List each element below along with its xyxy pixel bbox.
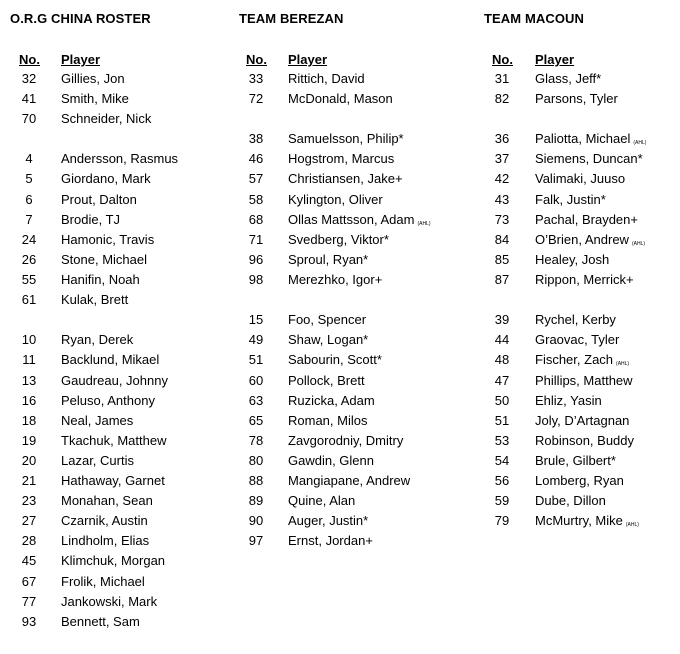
player-number: 67 — [21, 574, 37, 589]
player-number: 44 — [494, 332, 510, 347]
ahl-tag: (AHL) — [625, 522, 639, 528]
player-number: 61 — [21, 292, 37, 307]
ahl-tag: (AHL) — [417, 221, 431, 227]
player-name-cell — [288, 310, 366, 330]
player-name-cell — [535, 371, 633, 391]
player-name: Mangiapane, Andrew — [288, 473, 411, 488]
player-name-cell — [288, 350, 382, 370]
player-row — [0, 210, 230, 230]
player-row — [0, 592, 230, 612]
ahl-tag: (AHL) — [616, 361, 630, 367]
player-row — [228, 69, 468, 89]
player-row — [228, 411, 468, 431]
player-number: 63 — [248, 393, 264, 408]
player-number: 88 — [248, 473, 264, 488]
player-row — [474, 169, 680, 189]
player-number: 72 — [248, 91, 264, 106]
player-name: Stone, Michael — [61, 252, 147, 267]
player-row — [228, 129, 468, 149]
player-name-cell — [535, 190, 606, 210]
player-number: 11 — [22, 352, 36, 367]
player-number: 5 — [25, 171, 33, 186]
player-row — [474, 350, 680, 370]
player-row — [0, 330, 230, 350]
player-number: 51 — [494, 413, 510, 428]
player-name-cell — [288, 431, 403, 451]
player-row — [474, 310, 680, 330]
player-name-cell — [535, 149, 643, 169]
player-number: 59 — [494, 493, 510, 508]
player-name: Rippon, Merrick+ — [535, 272, 634, 287]
player-number: 60 — [248, 373, 264, 388]
player-row — [0, 169, 230, 189]
player-number: 45 — [21, 553, 37, 568]
player-name-cell — [288, 411, 367, 431]
player-number: 26 — [21, 252, 37, 267]
player-name: McMurtry, Mike — [535, 513, 623, 528]
player-name: Tkachuk, Matthew — [61, 433, 167, 448]
player-name-cell — [61, 169, 151, 189]
player-number: 4 — [25, 151, 33, 166]
player-number: 48 — [494, 352, 510, 367]
player-name: Kulak, Brett — [61, 292, 129, 307]
player-name: Sabourin, Scott* — [288, 352, 382, 367]
player-row — [228, 169, 468, 189]
ahl-tag: (AHL) — [631, 241, 645, 247]
player-name: Czarnik, Austin — [61, 513, 148, 528]
player-row — [228, 149, 468, 169]
player-name-cell — [61, 149, 178, 169]
player-number: 93 — [21, 614, 37, 629]
player-row — [228, 190, 468, 210]
player-row — [474, 330, 680, 350]
player-name: Hanifin, Noah — [61, 272, 140, 287]
player-name: Hamonic, Travis — [61, 232, 155, 247]
player-row — [474, 89, 680, 109]
player-name: Ernst, Jordan+ — [288, 533, 373, 548]
player-name-cell — [288, 511, 368, 531]
player-row — [228, 451, 468, 471]
player-name: Valimaki, Juuso — [535, 171, 626, 186]
player-column-header: Player — [535, 52, 575, 67]
player-name: Rychel, Kerby — [535, 312, 616, 327]
ahl-tag: (AHL) — [633, 140, 647, 146]
player-name: Gaudreau, Johnny — [61, 373, 168, 388]
player-name-cell — [288, 69, 365, 89]
player-row — [228, 89, 468, 109]
player-number: 42 — [494, 171, 510, 186]
player-name-cell — [535, 431, 634, 451]
player-number: 27 — [21, 513, 37, 528]
player-name: Merezhko, Igor+ — [288, 272, 383, 287]
player-row — [474, 69, 680, 89]
player-row — [228, 511, 468, 531]
player-name: Phillips, Matthew — [535, 373, 633, 388]
player-name-cell — [61, 612, 140, 632]
player-row — [474, 190, 680, 210]
player-number: 19 — [21, 433, 37, 448]
player-number: 68 — [248, 212, 264, 227]
player-name: Gawdin, Glenn — [288, 453, 374, 468]
player-name-cell — [535, 310, 616, 330]
player-number: 10 — [21, 332, 37, 347]
player-row — [228, 531, 468, 551]
player-name: McDonald, Mason — [288, 91, 393, 106]
player-row — [474, 471, 680, 491]
player-number: 77 — [21, 594, 37, 609]
player-name: Lomberg, Ryan — [535, 473, 624, 488]
player-name: Klimchuk, Morgan — [61, 553, 166, 568]
player-row — [474, 391, 680, 411]
player-row — [474, 250, 680, 270]
player-number: 98 — [248, 272, 264, 287]
player-row — [228, 491, 468, 511]
player-name-cell — [61, 190, 137, 210]
player-name: O’Brien, Andrew — [535, 232, 629, 247]
number-column-header: No. — [19, 52, 40, 67]
player-number: 39 — [494, 312, 510, 327]
player-name: Fischer, Zach — [535, 352, 614, 367]
player-name-cell — [61, 270, 140, 290]
player-name: Quine, Alan — [288, 493, 356, 508]
player-number: 80 — [248, 453, 264, 468]
player-number: 82 — [494, 91, 510, 106]
player-number: 41 — [21, 91, 37, 106]
player-name-cell — [61, 391, 155, 411]
player-number: 51 — [248, 352, 264, 367]
player-name: Joly, D’Artagnan — [535, 413, 630, 428]
player-row — [474, 451, 680, 471]
player-number: 55 — [21, 272, 37, 287]
player-number: 54 — [494, 453, 510, 468]
player-row — [228, 250, 468, 270]
player-name: Hathaway, Garnet — [61, 473, 165, 488]
player-number: 13 — [21, 373, 37, 388]
player-name: Healey, Josh — [535, 252, 610, 267]
player-name-cell — [535, 250, 609, 270]
player-number: 36 — [494, 131, 510, 146]
player-name: Christiansen, Jake+ — [288, 171, 403, 186]
player-name: Pollock, Brett — [288, 373, 365, 388]
team-title: O.R.G CHINA ROSTER — [10, 11, 151, 26]
player-row — [0, 431, 230, 451]
player-name: Shaw, Logan* — [288, 332, 369, 347]
player-row — [228, 310, 468, 330]
player-number: 78 — [248, 433, 264, 448]
player-name-cell — [288, 230, 389, 250]
player-row — [0, 270, 230, 290]
player-name-cell — [288, 250, 368, 270]
player-name: Brodie, TJ — [61, 212, 121, 227]
player-row — [0, 491, 230, 511]
player-name: Lazar, Curtis — [61, 453, 134, 468]
player-name: Ruzicka, Adam — [288, 393, 375, 408]
player-name: Dube, Dillon — [535, 493, 606, 508]
player-row — [0, 190, 230, 210]
player-name-cell — [61, 109, 151, 129]
player-name-cell — [61, 531, 149, 551]
player-number: 56 — [494, 473, 510, 488]
player-name-cell — [288, 451, 374, 471]
player-number: 85 — [494, 252, 510, 267]
player-name-cell — [61, 330, 133, 350]
player-name-cell — [535, 69, 601, 89]
player-row — [0, 451, 230, 471]
player-number: 97 — [248, 533, 264, 548]
player-name-cell — [288, 129, 404, 149]
player-row — [0, 230, 230, 250]
player-row — [474, 230, 680, 250]
player-name: Zavgorodniy, Dmitry — [288, 433, 404, 448]
player-number: 20 — [21, 453, 37, 468]
player-name-cell — [61, 592, 157, 612]
player-name-cell — [535, 270, 634, 290]
player-row — [228, 431, 468, 451]
player-row — [228, 350, 468, 370]
player-number: 23 — [21, 493, 37, 508]
player-row — [474, 129, 680, 149]
player-row — [228, 391, 468, 411]
player-row — [474, 270, 680, 290]
player-number: 33 — [248, 71, 264, 86]
player-name-cell — [61, 290, 128, 310]
player-name: Hogstrom, Marcus — [288, 151, 395, 166]
player-name-cell — [61, 451, 134, 471]
player-number: 58 — [248, 192, 264, 207]
player-number: 89 — [248, 493, 264, 508]
player-name: Svedberg, Viktor* — [288, 232, 389, 247]
player-number: 28 — [21, 533, 37, 548]
player-row — [0, 572, 230, 592]
player-row — [228, 371, 468, 391]
player-row — [474, 210, 680, 230]
player-name: Siemens, Duncan* — [535, 151, 643, 166]
player-name: Ollas Mattsson, Adam — [288, 212, 415, 227]
player-number: 73 — [494, 212, 510, 227]
player-row — [228, 210, 468, 230]
player-number: 53 — [494, 433, 510, 448]
player-name: Rittich, David — [288, 71, 365, 86]
player-name-cell — [288, 391, 375, 411]
player-name: Smith, Mike — [61, 91, 129, 106]
player-name: Giordano, Mark — [61, 171, 151, 186]
player-name: Paliotta, Michael — [535, 131, 631, 146]
player-name: Glass, Jeff* — [535, 71, 602, 86]
player-row — [0, 69, 230, 89]
player-number: 15 — [248, 312, 264, 327]
player-name: Robinson, Buddy — [535, 433, 635, 448]
player-name: Monahan, Sean — [61, 493, 153, 508]
player-name: Neal, James — [61, 413, 134, 428]
player-name: Samuelsson, Philip* — [288, 131, 404, 146]
player-name-cell — [288, 270, 382, 290]
player-name-cell — [288, 190, 383, 210]
player-row — [0, 511, 230, 531]
player-name: Ehliz, Yasin — [535, 393, 602, 408]
player-number: 21 — [21, 473, 37, 488]
player-column-header: Player — [288, 52, 328, 67]
player-row — [228, 330, 468, 350]
player-name: Andersson, Rasmus — [61, 151, 179, 166]
player-row — [474, 511, 680, 531]
player-name: Bennett, Sam — [61, 614, 140, 629]
player-name-cell — [61, 431, 167, 451]
player-number: 71 — [248, 232, 264, 247]
player-number: 37 — [494, 151, 510, 166]
player-name: Schneider, Nick — [61, 111, 152, 126]
player-name-cell — [61, 250, 147, 270]
player-name-cell — [288, 371, 365, 391]
player-name: Auger, Justin* — [288, 513, 369, 528]
player-name-cell — [61, 411, 133, 431]
player-row — [0, 371, 230, 391]
player-name-cell — [61, 371, 168, 391]
player-name-cell — [288, 89, 393, 109]
player-row — [474, 491, 680, 511]
player-name-cell — [61, 69, 125, 89]
player-name: Foo, Spencer — [288, 312, 367, 327]
team-title: TEAM MACOUN — [484, 11, 585, 26]
player-number: 31 — [494, 71, 510, 86]
player-number: 70 — [21, 111, 37, 126]
player-name-cell — [288, 169, 403, 189]
player-row — [228, 230, 468, 250]
player-row — [474, 411, 680, 431]
player-column-header: Player — [61, 52, 101, 67]
player-row — [0, 290, 230, 310]
player-name: Gillies, Jon — [61, 71, 125, 86]
player-name-cell — [61, 471, 165, 491]
player-name: Backlund, Mikael — [61, 352, 160, 367]
player-name-cell — [288, 330, 368, 350]
player-row — [228, 270, 468, 290]
player-number: 79 — [494, 513, 510, 528]
player-name-cell — [535, 491, 606, 511]
player-name: Peluso, Anthony — [61, 393, 155, 408]
player-number: 32 — [21, 71, 37, 86]
player-name: Frolik, Michael — [61, 574, 145, 589]
player-name-cell — [535, 411, 629, 431]
player-number: 65 — [248, 413, 264, 428]
player-row — [0, 612, 230, 632]
number-column-header: No. — [246, 52, 267, 67]
player-name-cell — [288, 491, 355, 511]
player-name: Lindholm, Elias — [61, 533, 150, 548]
player-name: Ryan, Derek — [61, 332, 134, 347]
player-row — [0, 411, 230, 431]
player-number: 24 — [21, 232, 37, 247]
player-number: 7 — [25, 212, 33, 227]
number-column-header: No. — [492, 52, 513, 67]
player-number: 87 — [494, 272, 510, 287]
player-row — [474, 371, 680, 391]
player-name-cell — [535, 391, 602, 411]
player-row — [0, 471, 230, 491]
player-name-cell — [61, 491, 153, 511]
player-row — [474, 431, 680, 451]
player-row — [228, 471, 468, 491]
player-number: 43 — [494, 192, 510, 207]
player-row — [0, 109, 230, 129]
team-title: TEAM BEREZAN — [239, 11, 344, 26]
player-number: 18 — [21, 413, 37, 428]
player-number: 6 — [25, 192, 33, 207]
player-name-cell — [288, 471, 410, 491]
player-row — [0, 350, 230, 370]
player-number: 84 — [494, 232, 510, 247]
player-name-cell — [61, 210, 120, 230]
player-name-cell — [535, 451, 616, 471]
player-name: Brule, Gilbert* — [535, 453, 616, 468]
player-number: 16 — [21, 393, 37, 408]
player-name-cell — [61, 230, 154, 250]
player-name-cell — [535, 169, 625, 189]
player-name-cell — [61, 572, 145, 592]
player-name-cell — [288, 531, 373, 551]
player-name: Roman, Milos — [288, 413, 368, 428]
player-row — [0, 149, 230, 169]
player-name-cell — [61, 350, 159, 370]
player-number: 49 — [248, 332, 264, 347]
player-number: 47 — [494, 373, 510, 388]
player-name-cell — [535, 330, 619, 350]
player-name-cell — [61, 511, 148, 531]
player-name-cell — [535, 511, 639, 535]
player-name: Jankowski, Mark — [61, 594, 158, 609]
player-name: Falk, Justin* — [535, 192, 606, 207]
player-row — [0, 551, 230, 571]
player-number: 96 — [248, 252, 264, 267]
player-row — [0, 89, 230, 109]
player-row — [0, 250, 230, 270]
player-name: Graovac, Tyler — [535, 332, 620, 347]
player-row — [0, 391, 230, 411]
player-name: Parsons, Tyler — [535, 91, 618, 106]
player-name: Kylington, Oliver — [288, 192, 383, 207]
player-name-cell — [535, 89, 618, 109]
player-number: 90 — [248, 513, 264, 528]
player-name-cell — [61, 551, 165, 571]
player-number: 57 — [248, 171, 264, 186]
player-number: 50 — [494, 393, 510, 408]
player-name-cell — [288, 149, 394, 169]
player-name: Pachal, Brayden+ — [535, 212, 638, 227]
player-row — [474, 149, 680, 169]
player-name-cell — [535, 210, 638, 230]
player-number: 38 — [248, 131, 264, 146]
player-row — [0, 531, 230, 551]
player-number: 46 — [248, 151, 264, 166]
player-name: Prout, Dalton — [61, 192, 137, 207]
player-name: Sproul, Ryan* — [288, 252, 369, 267]
player-name-cell — [535, 471, 624, 491]
player-name-cell — [61, 89, 129, 109]
